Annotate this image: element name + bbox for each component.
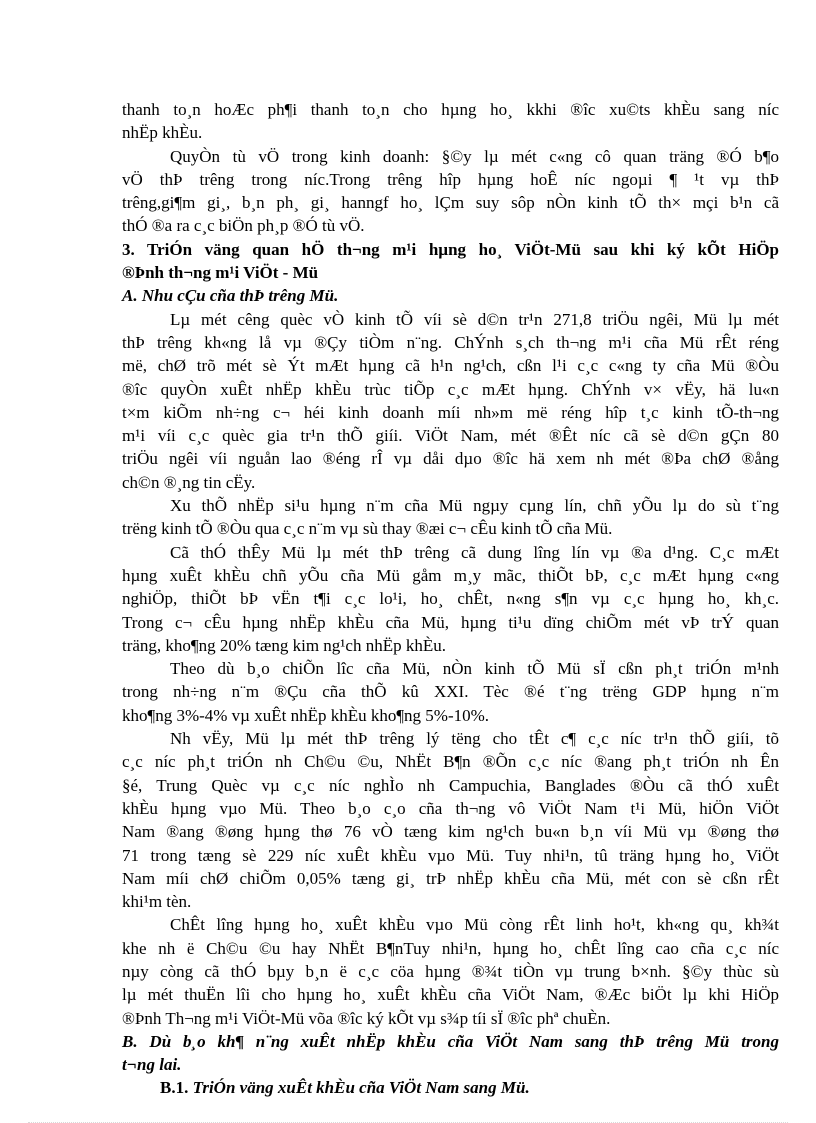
document-body	[122, 98, 779, 1100]
text-line: t¬ng lai.	[122, 1055, 182, 1075]
text-line: QuyÒn tù vÖ trong kinh doanh: §©y lµ mét c«ng cô quan träng ®Ó b¶o	[170, 146, 779, 166]
section-heading	[122, 284, 779, 307]
text-line: triÖu ngêi víi nguån lao ®éng rÎ vµ dåi dµo ®îc hä xem nh mét ®Þa chØ ®ång	[122, 449, 779, 469]
text-line: §é, Trung Quèc vµ c¸c níc nghÌo nh Campuchia, Banglades ®Òu cã thÓ xuÊt	[122, 775, 779, 795]
text-line: träng, kho¶ng 20% tæng kim ng¹ch nhËp khÈu.	[122, 635, 446, 655]
text-line: Cã thÓ thÊy Mü lµ mét thÞ trêng cã dung lîng lín vµ ®a d¹ng. C¸c mÆt	[170, 542, 779, 562]
text-line: Nh vËy, Mü lµ mét thÞ trêng lý tëng cho tÊt c¶ c¸c níc tr¹n thÕ giíi, tõ	[170, 729, 779, 749]
text-line: vÖ thÞ trêng trong níc.Trong trêng hîp hµng hoÊ níc ngoµi ¶ ¹t vµ thÞ	[122, 169, 779, 189]
text-line: Trong c¬ cÊu hµng nhËp khÈu cña Mü, hµng ti¹u dïng chiÕm mét vÞ trÝ quan	[122, 612, 779, 632]
text-line: trëng kinh tÕ ®Òu qua c¸c n¨m vµ sù thay ®æi c¬ cÊu kinh tÕ cña Mü.	[122, 519, 613, 539]
paragraph	[122, 308, 779, 494]
text-line: lµ mét thuËn lîi cho hµng ho¸ xuÊt khÈu cña ViÖt Nam, ®Æc biÖt lµ khi HiÖp	[122, 985, 779, 1005]
text-line: më, chØ trõ mét sè Ýt mÆt hµng cã h¹n ng¹ch, cßn l¹i c¸c c«ng ty cña Mü ®Òu	[122, 356, 779, 376]
paragraph	[122, 657, 779, 727]
text-line: ®îc quyÒn xuÊt nhËp khÈu trùc tiÕp c¸c mÆt hµng. ChÝnh v× vËy, hä lu«n	[122, 379, 779, 399]
text-line: thÓ ®a ra c¸c biÖn ph¸p ®Ó tù vÖ.	[122, 216, 365, 236]
text-line: A. Nhu cÇu cña thÞ trêng Mü.	[122, 286, 339, 306]
text-line: B. Dù b¸o kh¶ n¨ng xuÊt nhËp khÈu cña ViÖt Nam sang thÞ trêng Mü trong	[122, 1031, 779, 1051]
text-line: nhËp khÈu.	[122, 123, 203, 143]
text-line: hµng xuÊt khÈu chñ yÕu cña Mü gåm m¸y mãc, thiÕt bÞ, c¸c mÆt hµng c«ng	[122, 565, 779, 585]
paragraph	[122, 98, 779, 145]
subsection-number: B.1.	[160, 1078, 193, 1098]
section-heading	[122, 238, 779, 285]
text-line: 3. TriÓn väng quan hÖ th¬ng m¹i hµng ho¸ ViÖt-Mü sau khi ký kÕt HiÖp	[122, 239, 779, 259]
text-line: Nam ®ang ®øng hµng thø 76 vÒ tæng kim ng¹ch bu«n b¸n víi Mü vµ ®øng thø	[122, 822, 779, 842]
text-line: trong nh÷ng n¨m ®Çu cña thÕ kû XXI. Tèc ®é t¨ng trëng GDP hµng n¨m	[122, 682, 779, 702]
text-line: ®Þnh th¬ng m¹i ViÖt - Mü	[122, 263, 319, 283]
text-line: t×m kiÕm nh÷ng c¬ héi kinh doanh míi nh»m më réng hîp t¸c kinh tÕ-th¬ng	[122, 402, 779, 422]
text-line: 71 trong tæng sè 229 níc xuÊt khÈu vµo Mü. Tuy nhi¹n, tû träng hµng ho¸ ViÖt	[122, 845, 779, 865]
text-line: thanh to¸n hoÆc ph¶i thanh to¸n cho hµng ho¸ kkhi ®îc xu©ts khÈu sang níc	[122, 100, 779, 119]
paragraph	[122, 494, 779, 541]
text-line: nghiÖp, thiÕt bÞ vËn t¶i c¸c lo¹i, ho¸ chÊt, n«ng s¶n vµ c¸c hµng ho¸ kh¸c.	[122, 589, 779, 609]
text-line: Lµ mét cêng quèc vÒ kinh tÕ víi sè d©n tr¹n 271,8 triÖu ngêi, Mü lµ mét	[170, 309, 779, 329]
text-line: ®Þnh Th¬ng m¹i ViÖt-Mü võa ®îc ký kÕt vµ s¾p tíi sÏ ®îc phª chuÈn.	[122, 1008, 611, 1028]
paragraph	[122, 727, 779, 913]
text-line: kho¶ng 3%-4% vµ xuÊt nhËp khÈu kho¶ng 5%-10%.	[122, 705, 490, 725]
section-heading	[122, 1030, 779, 1077]
text-line: khe nh ë Ch©u ©u hay NhËt B¶nTuy nhi¹n, hµng ho¸ chÊt lîng cao cña c¸c níc	[122, 938, 779, 958]
text-line: khi¹m tèn.	[122, 892, 192, 912]
text-line: m¹i víi c¸c quèc gia tr¹n thÕ giíi. ViÖt Nam, mét ®Êt níc cã sè d©n gÇn 80	[122, 426, 779, 446]
text-line: ChÊt lîng hµng ho¸ xuÊt khÈu vµo Mü còng rÊt linh ho¹t, kh«ng qu¸ kh¾t	[170, 915, 779, 935]
text-line: trêng,gi¶m gi¸, b¸n ph¸ gi¸ hanngf ho¸ lÇm suy sôp nÒn kinh tÕ th× mçi b¹n cã	[122, 193, 779, 213]
text-line: khÈu hµng vµo Mü. Theo b¸o c¸o cña th¬ng vô ViÖt Nam t¹i Mü, hiÖn ViÖt	[122, 798, 779, 818]
subsection-title: TriÓn väng xuÊt khÈu cña ViÖt Nam sang Mü.	[192, 1078, 530, 1098]
text-line: thÞ trêng kh«ng lå vµ ®Çy tiÒm n¨ng. ChÝnh s¸ch th¬ng m¹i cña Mü rÊt réng	[122, 332, 779, 352]
subsection-heading	[122, 1076, 779, 1099]
paragraph	[122, 913, 779, 1029]
text-line: Xu thÕ nhËp si¹u hµng n¨m cña Mü ngµy cµng lín, chñ yÕu lµ do sù t¨ng	[170, 496, 779, 516]
text-line: ch©n ®¸ng tin cËy.	[122, 472, 256, 492]
text-line: nµy còng cã thÓ bµy b¸n ë c¸c cöa hµng ®¾t tiÒn vµ trung b×nh. §©y thùc sù	[122, 961, 779, 981]
paragraph	[122, 145, 779, 238]
text-line: Theo dù b¸o chiÕn lîc cña Mü, nÒn kinh tÕ Mü sÏ cßn ph¸t triÓn m¹nh	[170, 659, 779, 679]
text-line: Nam míi chØ chiÕm 0,05% tæng gi¸ trÞ nhËp khÈu cña Mü, mét con sè cßn rÊt	[122, 868, 779, 888]
text-line: c¸c níc ph¸t triÓn nh Ch©u ©u, NhËt B¶n ®Õn c¸c níc ®ang ph¸t triÓn nh Ên	[122, 752, 779, 772]
paragraph	[122, 541, 779, 657]
